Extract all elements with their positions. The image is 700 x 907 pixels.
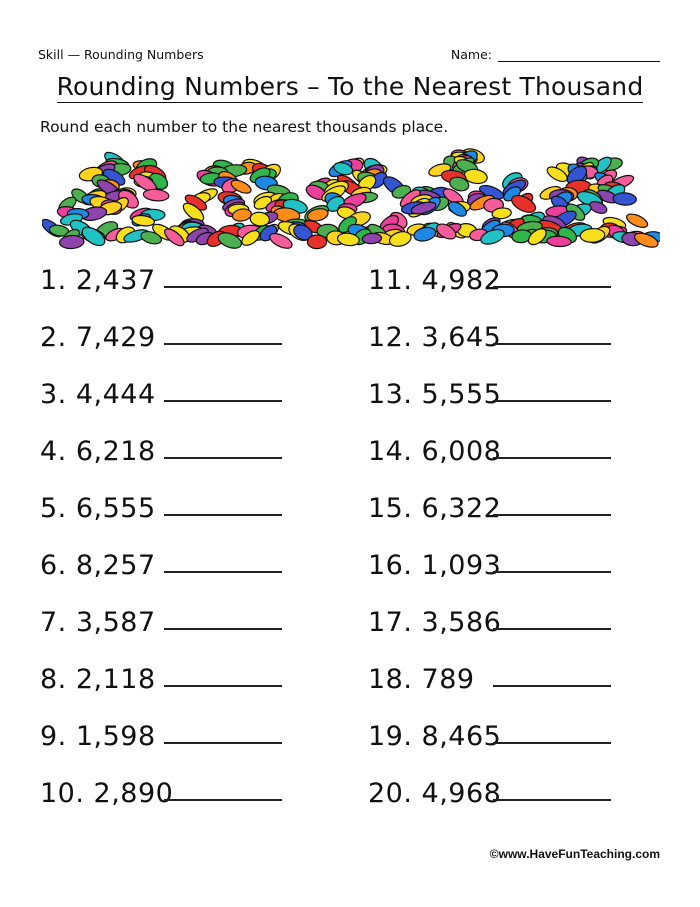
- problem-number: 11. 4,982: [368, 265, 502, 296]
- answer-line: [164, 571, 282, 573]
- problem-8: [40, 651, 156, 695]
- problem-number: 15. 6,322: [368, 493, 502, 524]
- problem-number: 17. 3,586: [368, 607, 502, 638]
- name-label: Name:: [450, 46, 492, 62]
- problem-number: 20. 4,968: [368, 778, 502, 809]
- problem-19: [368, 708, 501, 752]
- jelly-beans-pile-icon: [42, 140, 660, 252]
- problem-14: [368, 423, 501, 467]
- skill-label: Skill — Rounding Numbers: [38, 46, 204, 62]
- answer-line: [164, 457, 282, 459]
- problem-5: [40, 480, 156, 524]
- answer-line: [164, 400, 282, 402]
- answer-line: [493, 742, 611, 744]
- problem-number: 1. 2,437: [40, 265, 156, 296]
- problem-number: 14. 6,008: [368, 436, 502, 467]
- answer-line: [493, 343, 611, 345]
- problem-number: 18. 789: [368, 664, 475, 695]
- problem-12: [368, 309, 501, 353]
- problem-11: [368, 252, 501, 296]
- problem-16: [368, 537, 501, 581]
- answer-line: [164, 514, 282, 516]
- answer-line: [164, 628, 282, 630]
- problem-number: 10. 2,890: [40, 778, 174, 809]
- problem-number: 3. 4,444: [40, 379, 156, 410]
- answer-line: [164, 799, 282, 801]
- problem-9: [40, 708, 156, 752]
- problem-7: [40, 594, 156, 638]
- problem-15: [368, 480, 501, 524]
- problem-number: 16. 1,093: [368, 550, 502, 581]
- answer-line: [164, 685, 282, 687]
- problem-number: 2. 7,429: [40, 322, 156, 353]
- answer-line: [164, 286, 282, 288]
- problem-3: [40, 366, 156, 410]
- problem-6: [40, 537, 156, 581]
- answer-line: [493, 400, 611, 402]
- answer-line: [493, 628, 611, 630]
- problem-17: [368, 594, 501, 638]
- problem-number: 19. 8,465: [368, 721, 502, 752]
- answer-line: [493, 514, 611, 516]
- worksheet-header: [38, 44, 660, 64]
- problem-number: 4. 6,218: [40, 436, 156, 467]
- answer-line: [493, 571, 611, 573]
- problem-2: [40, 309, 156, 353]
- problem-4: [40, 423, 156, 467]
- page-title-text: Rounding Numbers – To the Nearest Thousand: [56, 72, 644, 101]
- problem-number: 7. 3,587: [40, 607, 156, 638]
- answer-line: [493, 457, 611, 459]
- instructions: Round each number to the nearest thousands place.: [40, 118, 449, 136]
- problem-number: 13. 5,555: [368, 379, 502, 410]
- answer-line: [164, 742, 282, 744]
- name-area: [451, 47, 660, 62]
- problem-number: 12. 3,645: [368, 322, 502, 353]
- page-title: [0, 72, 700, 101]
- answer-line: [493, 799, 611, 801]
- answer-line: [493, 685, 611, 687]
- name-line: [498, 49, 660, 62]
- problem-20: [368, 765, 501, 809]
- problem-number: 8. 2,118: [40, 664, 156, 695]
- answer-line: [164, 343, 282, 345]
- problem-18: [368, 651, 475, 695]
- problem-number: 5. 6,555: [40, 493, 156, 524]
- problem-13: [368, 366, 501, 410]
- problem-10: [40, 765, 173, 809]
- problem-number: 9. 1,598: [40, 721, 156, 752]
- answer-line: [493, 286, 611, 288]
- copyright: ©www.HaveFunTeaching.com: [489, 847, 660, 861]
- problem-number: 6. 8,257: [40, 550, 156, 581]
- problem-1: [40, 252, 156, 296]
